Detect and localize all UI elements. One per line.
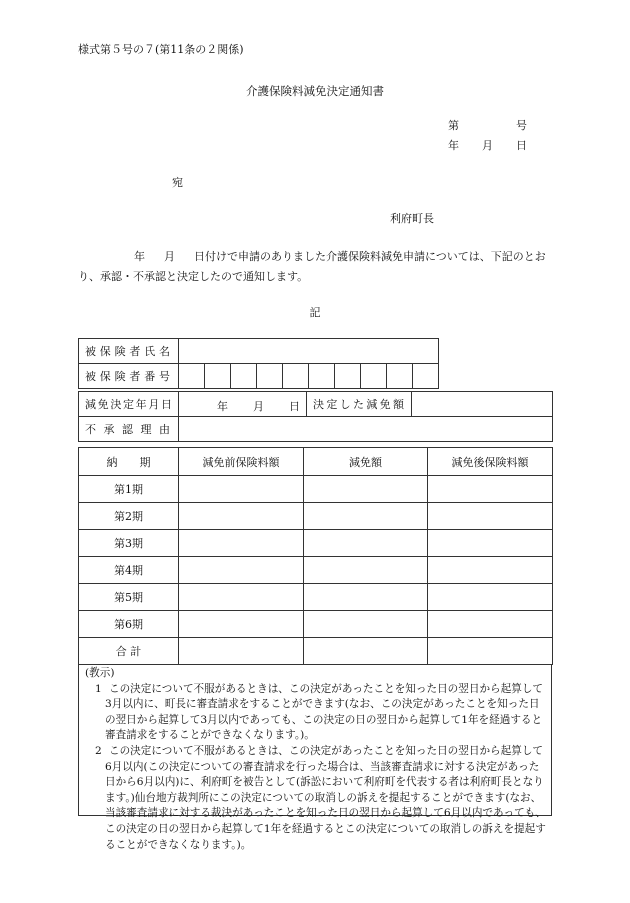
body-month: 月 [164,250,175,263]
issue-date-month: 月 [482,139,493,152]
period-row [79,611,553,638]
reduction-amount-cell[interactable] [304,611,428,638]
after-amount-cell[interactable] [428,611,553,638]
rejection-reason-field[interactable] [179,417,553,442]
instruction-notes [78,664,552,851]
addressee-suffix: 宛 [172,176,183,189]
period-label: 第2期 [79,503,179,530]
note-number: 1 [95,682,102,695]
note-item [83,682,547,744]
before-amount-cell[interactable] [179,557,304,584]
reduction-form-table [78,338,546,389]
after-header: 減免後保険料額 [428,448,553,476]
issue-date-year: 年 [448,139,459,152]
decision-date-day: 日 [289,400,300,413]
reduction-amount-cell[interactable] [304,557,428,584]
before-total-cell[interactable] [179,638,304,665]
issuer-name: 利府町長 [390,212,434,225]
insured-number-digit[interactable] [283,364,309,389]
premium-table [78,447,553,665]
after-amount-cell[interactable] [428,503,553,530]
before-header: 減免前保険料額 [179,448,304,476]
after-amount-cell[interactable] [428,584,553,611]
body-sentence: 日付けで申請のありました介護保険料減免申請については、下記のとおり、承認・不承認と決定したので通知します。 [78,250,546,283]
reduction-total-cell[interactable] [304,638,428,665]
after-amount-cell[interactable] [428,476,553,503]
insured-number-digit[interactable] [231,364,257,389]
insured-number-digit[interactable] [413,364,439,389]
rejection-reason-label: 不承認理由 [79,417,179,442]
decision-date-year: 年 [217,400,228,413]
before-amount-cell[interactable] [179,476,304,503]
period-label: 第4期 [79,557,179,584]
rejection-reason-row [79,417,553,442]
insured-name-label: 被保険者氏名 [79,339,179,364]
decision-date-label: 減免決定年月日 [79,392,179,417]
period-row [79,503,553,530]
insured-name-row [79,339,546,364]
after-total-cell[interactable] [428,638,553,665]
note-item [83,744,547,853]
reduction-amount-cell[interactable] [304,584,428,611]
decided-amount-label: 決定した減免額 [307,392,412,417]
insured-number-digit[interactable] [257,364,283,389]
insured-number-digit[interactable] [335,364,361,389]
reduction-header: 減免額 [304,448,428,476]
premium-header-row [79,448,553,476]
insured-number-digit[interactable] [387,364,413,389]
insured-number-digit[interactable] [361,364,387,389]
notes-heading: (教示) [85,667,115,679]
issue-date-day: 日 [516,139,527,152]
before-amount-cell[interactable] [179,503,304,530]
before-amount-cell[interactable] [179,530,304,557]
insured-number-digit[interactable] [205,364,231,389]
reduction-amount-cell[interactable] [304,530,428,557]
total-row [79,638,553,665]
body-year: 年 [134,250,145,263]
decided-amount-field[interactable] [412,392,553,417]
period-label: 第3期 [79,530,179,557]
period-row [79,530,553,557]
period-header: 納 期 [79,448,179,476]
insured-number-row [79,364,546,389]
period-label: 第5期 [79,584,179,611]
note-text: この決定について不服があるときは、この決定があったことを知った日の翌日から起算して6月以内(この決定についての審査請求を行った場合は、当該審査請求に対する決定があった日から6月以内)に、利府町を被告として(訴訟において利府町を代表する者は利府町長となります。)仙台地方裁判所にこの決定についての取消しの訴えを提起することができます(なお、当該審査請求に対する裁決があったことを知った日の翌日から起算して6月以内であっても、この決定の日の翌日から起算して1年を経過するとこの決定についての取消しの訴えを提起することができなくなります。)。 [105,744,546,851]
ki-label: 記 [309,306,321,319]
insured-number-digit[interactable] [309,364,335,389]
insured-number-label: 被保険者番号 [79,364,179,389]
number-prefix: 第 [448,119,459,132]
insured-name-field[interactable] [179,339,439,364]
period-row [79,584,553,611]
decision-table [78,391,553,442]
insured-number-digit[interactable] [179,364,205,389]
body-text [78,247,552,287]
reduction-amount-cell[interactable] [304,503,428,530]
period-row [79,557,553,584]
reduction-amount-cell[interactable] [304,476,428,503]
note-number: 2 [95,744,102,757]
note-text: この決定について不服があるときは、この決定があったことを知った日の翌日から起算して3月以内に、町長に審査請求をすることができます(なお、この決定があったことを知った日の翌日から起算して3月以内であっても、この決定の日の翌日から起算して1年を経過すると審査請求をすることができなくなります。)。 [105,682,544,742]
decision-date-row [79,392,553,417]
decision-date-field[interactable] [179,392,307,417]
period-label: 第1期 [79,476,179,503]
after-amount-cell[interactable] [428,530,553,557]
before-amount-cell[interactable] [179,611,304,638]
after-amount-cell[interactable] [428,557,553,584]
document-title: 介護保険料減免決定通知書 [246,84,384,98]
number-suffix: 号 [516,119,527,132]
form-number: 様式第５号の７(第11条の２関係) [78,43,244,56]
period-row [79,476,553,503]
before-amount-cell[interactable] [179,584,304,611]
period-label: 第6期 [79,611,179,638]
decision-date-month: 月 [253,400,264,413]
total-label: 合 計 [79,638,179,665]
